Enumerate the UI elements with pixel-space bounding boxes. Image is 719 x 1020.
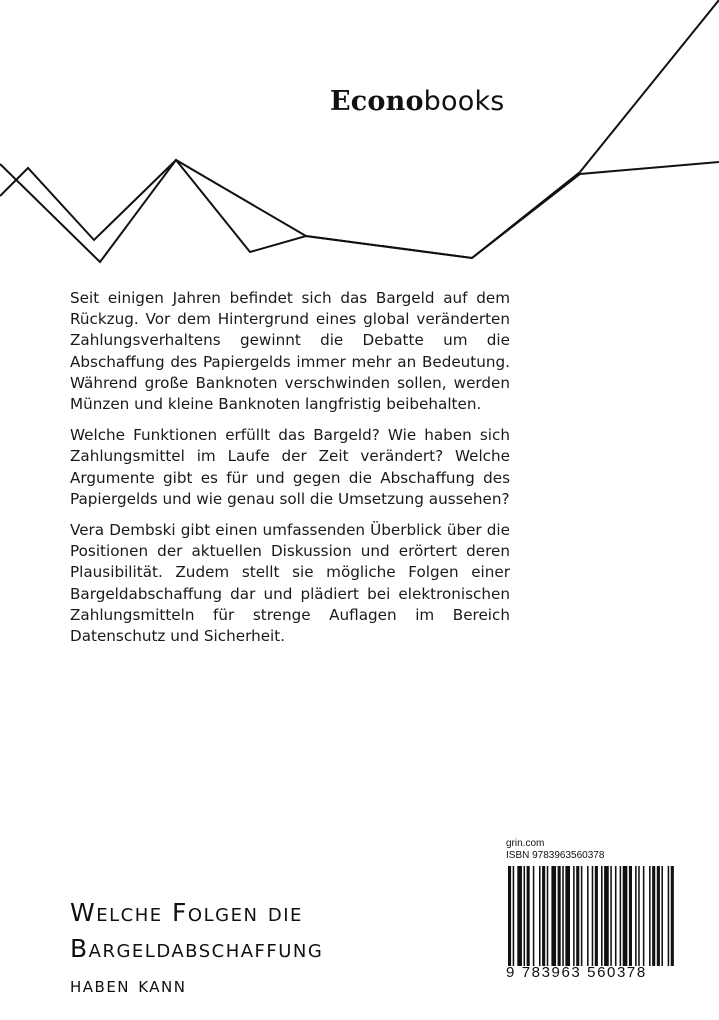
- barcode-bar: [661, 866, 663, 966]
- barcode-bar: [629, 866, 632, 966]
- book-title: [70, 895, 323, 1003]
- barcode-bar: [652, 866, 655, 966]
- blurb-text: [70, 288, 510, 657]
- blurb-paragraph: Seit einigen Jahren befindet sich das Bargeld auf dem Rückzug. Vor dem Hintergrund eines global veränderten Zahlungsverhaltens gewinnt die Debatte um die Abschaffung des Papiergelds immer mehr an Bedeutung. Während große Banknoten verschwinden sollen, werden Münzen und kleine Banknoten langfristig beibehalten.: [70, 289, 510, 414]
- line-graph-a: [0, 0, 719, 262]
- barcode-bar: [595, 866, 598, 966]
- decorative-line-graphic: [0, 0, 719, 270]
- barcode-bar: [527, 866, 530, 966]
- barcode-bar: [565, 866, 570, 966]
- barcode-bar: [643, 866, 645, 966]
- barcode-bar: [587, 866, 589, 966]
- barcode-bar: [592, 866, 594, 966]
- barcode-bar: [615, 866, 617, 966]
- barcode-bar: [562, 866, 564, 966]
- blurb-paragraph: Welche Funktionen erfüllt das Bargeld? Wie haben sich Zahlungsmittel im Laufe der Zeit verändert? Welche Argumente gibt es für und gegen die Abschaffung des Papiergelds und wie genau soll die Umsetzung aussehen?: [70, 426, 510, 508]
- barcode-bar: [671, 866, 674, 966]
- barcode-bar: [547, 866, 549, 966]
- publisher-logo: [330, 86, 505, 117]
- barcode-bar: [581, 866, 583, 966]
- publisher-website: grin.com: [506, 838, 545, 849]
- barcode-bar: [668, 866, 670, 966]
- barcode-bar: [508, 866, 511, 966]
- title-line-3: haben kann: [70, 973, 187, 997]
- title-line-2: Bargeldabschaffung: [70, 934, 324, 963]
- barcode-bar: [533, 866, 535, 966]
- barcode-icon: [506, 866, 678, 966]
- blurb-paragraph: Vera Dembski gibt einen umfassenden Überblick über die Positionen der aktuellen Diskussion und erörtert deren Plausibilität. Zudem stellt sie mögliche Folgen einer Bargeldabschaffung dar und plädiert bei elektronischen Zahlungsmitteln für strenge Auflagen im Bereich Datenschutz und Sicherheit.: [70, 521, 510, 646]
- barcode-bar: [620, 866, 622, 966]
- barcode-bar: [524, 866, 526, 966]
- barcode-bar: [635, 866, 637, 966]
- barcode-bar: [517, 866, 522, 966]
- barcode-bar: [623, 866, 628, 966]
- barcode-bar: [513, 866, 515, 966]
- barcode-bar: [649, 866, 651, 966]
- publisher-logo-bold: Econo: [330, 86, 424, 117]
- barcode-bar: [551, 866, 556, 966]
- barcode-bar: [638, 866, 640, 966]
- barcode-bar: [573, 866, 575, 966]
- barcode-bar: [542, 866, 545, 966]
- line-graph-b: [0, 160, 719, 258]
- barcode-digits: 9 783963 560378: [506, 964, 647, 981]
- barcode-bar: [539, 866, 541, 966]
- barcode-bar: [610, 866, 612, 966]
- barcode-bar: [601, 866, 603, 966]
- barcode-bar: [604, 866, 609, 966]
- barcode-bar: [657, 866, 660, 966]
- isbn-label: ISBN 9783963560378: [506, 850, 605, 861]
- barcode-bar: [576, 866, 579, 966]
- title-line-1: Welche Folgen die: [70, 898, 303, 927]
- barcode-bar: [558, 866, 561, 966]
- isbn-barcode-block: [506, 838, 678, 981]
- publisher-logo-light: books: [423, 86, 505, 117]
